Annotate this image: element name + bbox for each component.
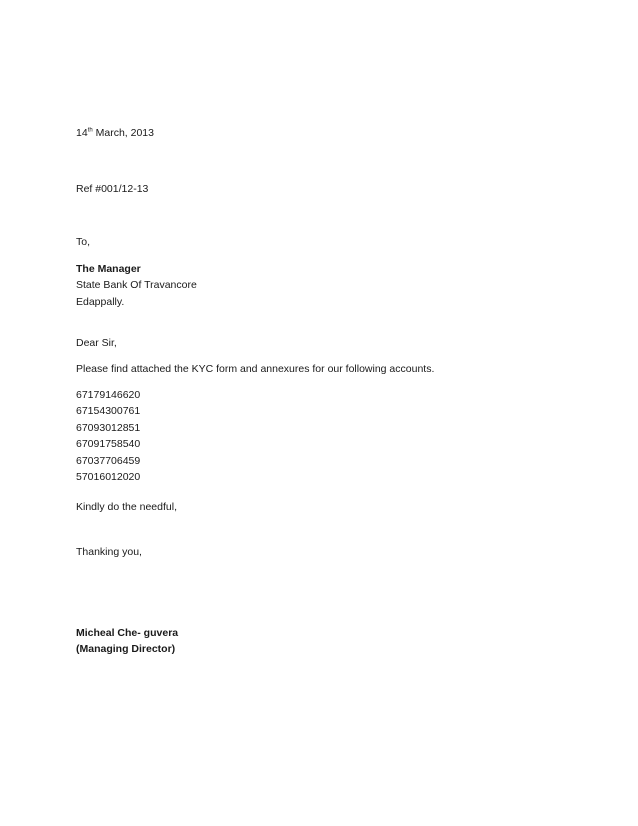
body-text: Please find attached the KYC form and annexures for our following accounts. — [76, 363, 435, 375]
account-list — [76, 387, 140, 485]
recipient-location: Edappally. — [76, 296, 125, 308]
letter-date — [76, 125, 154, 141]
request-text: Kindly do the needful, — [76, 501, 177, 513]
date-suffix: th — [87, 127, 93, 134]
closing-text: Thanking you, — [76, 546, 142, 558]
list-item: 57016012020 — [76, 470, 141, 483]
to-label: To, — [76, 236, 91, 248]
list-item: 67179146620 — [76, 389, 141, 401]
list-item: 67093012851 — [76, 421, 141, 434]
date-rest: March, 2013 — [92, 127, 154, 139]
recipient-title: The Manager — [76, 263, 141, 275]
signatory-designation: (Managing Director) — [76, 643, 176, 655]
signatory-name: Micheal Che- guvera — [76, 627, 179, 639]
reference-number: Ref #001/12-13 — [76, 183, 149, 195]
salutation: Dear Sir, — [76, 337, 117, 349]
list-item: 67091758540 — [76, 438, 141, 451]
date-day: 14 — [76, 127, 88, 139]
recipient-organization: State Bank Of Travancore — [76, 279, 197, 291]
letter-page — [76, 0, 576, 826]
list-item: 67154300761 — [76, 405, 141, 418]
list-item: 67037706459 — [76, 454, 141, 467]
